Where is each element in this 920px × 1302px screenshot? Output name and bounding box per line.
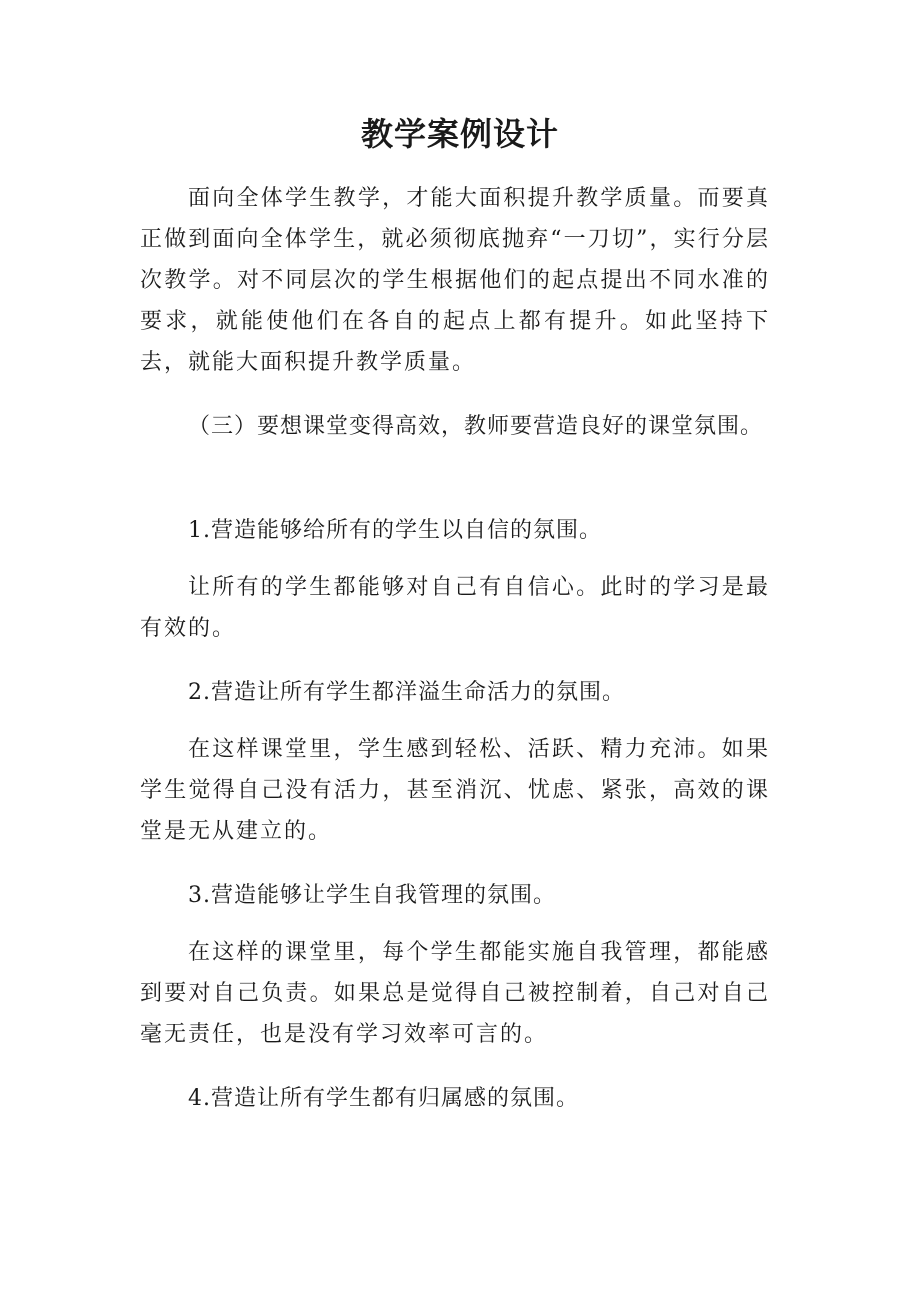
item-4-heading: 4.营造让所有学生都有归属感的氛围。 bbox=[188, 1086, 579, 1111]
item-3-body: 在这样的课堂里，每个学生都能实施自我管理，都能感到要对自己负责。如果总是觉得自己被控制着，自己对自己毫无责任，也是没有学习效率可言的。 bbox=[140, 940, 770, 1047]
item-1-body: 让所有的学生都能够对自己有自信心。此时的学习是最有效的。 bbox=[140, 575, 770, 641]
section-heading: （三）要想课堂变得高效，教师要营造良好的课堂氛围。 bbox=[188, 414, 764, 439]
document-title: 教学案例设计 bbox=[360, 115, 559, 153]
item-2-heading: 2.营造让所有学生都洋溢生命活力的氛围。 bbox=[188, 680, 625, 705]
item-3-heading: 3.营造能够让学生自我管理的氛围。 bbox=[188, 883, 556, 908]
item-1-heading: 1.营造能够给所有的学生以自信的氛围。 bbox=[188, 518, 602, 543]
item-2-body: 在这样课堂里，学生感到轻松、活跃、精力充沛。如果学生觉得自己没有活力，甚至消沉、忧虑、紧张，高效的课堂是无从建立的。 bbox=[140, 737, 770, 844]
intro-paragraph: 面向全体学生教学，才能大面积提升教学质量。而要真正做到面向全体学生，就必须彻底抛弃“一刀切”，实行分层次教学。对不同层次的学生根据他们的起点提出不同水准的要求，就能使他们在各自的起点上都有提升。如此坚持下去，就能大面积提升教学质量。 bbox=[140, 186, 770, 375]
